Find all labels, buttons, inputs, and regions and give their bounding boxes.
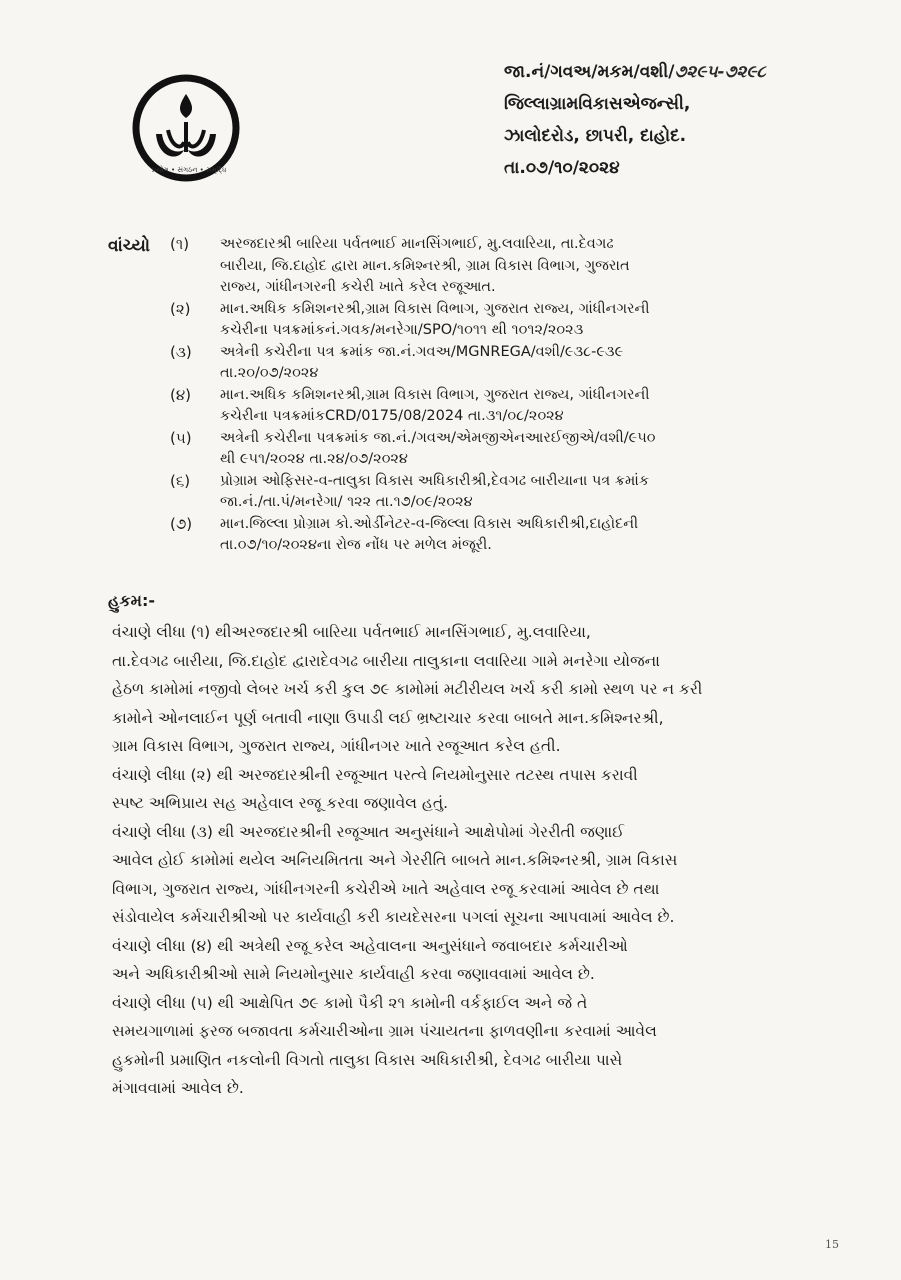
reference-item <box>170 428 840 471</box>
reference-num: (૬) <box>170 471 191 490</box>
references-list <box>170 234 840 557</box>
order-paragraph: વંચાણે લીધા (૧) થીઅરજદારશ્રી બારિયા પર્વતભાઈ માનસિંગભાઈ, મુ.લવારિયા, તા.દેવગઢ બારીયા, જિ.દાહોદ દ્વારાદેવગઢ બારીયા તાલુકાના લવારિયા ગામે મનરેગા યોજના હેઠળ કામોમાં નજીવો લેબર ખર્ચ કરી કુલ ૭૯ કામોમાં મટીરીયલ ખર્ચ કરી કામો સ્થળ પર ન કરી કામોને ઓનલાઈન પૂર્ણ બતાવી નાણા ઉપાડી લઈ ભ્રષ્ટાચાર કરવા બાબતે માન.કમિશ્નરશ્રી, ગ્રામ વિકાસ વિભાગ, ગુજરાત રાજ્ય, ગાંધીનગર ખાતે રજૂઆત કરેલ હતી. <box>112 623 703 755</box>
reference-text: માન.જિલ્લા પ્રોગ્રામ કો.ઓર્ડીનેટર-વ-જિલ્લા વિકાસ અધિકારીશ્રી,દાહોદની તા.૦૭/૧૦/૨૦૨૪ના રોજ નોંધ પર મળેલ મંજૂરી. <box>220 515 639 553</box>
order-paragraph: વંચાણે લીધા (૪) થી અત્રેથી રજૂ કરેલ અહેવાલના અનુસંધાને જવાબદાર કર્મચારીઓ અને અધિકારીશ્રીઓ સામે નિયમોનુસાર કાર્યવાહી કરવા જણાવવામાં આવેલ છે. <box>112 936 628 983</box>
office-address: ઝાલોદરોડ, છાપરી, દાહોદ. <box>504 126 687 146</box>
reference-item <box>170 299 840 342</box>
reference-item <box>170 514 840 557</box>
reference-number <box>504 56 766 88</box>
reference-item <box>170 385 840 428</box>
page-number: 15 <box>825 1238 839 1251</box>
reference-num: (૧) <box>170 235 190 253</box>
order-heading: હુકમ:- <box>108 591 156 610</box>
reference-num: (૨) <box>170 299 191 318</box>
reference-item <box>170 234 840 299</box>
reference-text: પ્રોગ્રામ ઓફિસર-વ-તાલુકા વિકાસ અધિકારીશ્રી,દેવગઢ બારીયાના પત્ર ક્રમાંક જા.નં./તા.પં/મનરેગા/ ૧૨૨ તા.૧૭/૦૯/૨૦૨૪ <box>220 472 650 510</box>
letter-header <box>504 56 766 184</box>
reference-text: અત્રેની કચેરીના પત્ર ક્રમાંક જા.નં.ગવઅ/MGNREGA/વશી/૯૩૮-૯૩૯ તા.૨૦/૦૭/૨૦૨૪ <box>220 343 624 381</box>
order-paragraph: વંચાણે લીધા (૨) થી અરજદારશ્રીની રજૂઆત પરત્વે નિયમોનુસાર તટસ્થ તપાસ કરાવી સ્પષ્ટ અભિપ્રાય સહ અહેવાલ રજૂ કરવા જણાવેલ હતું. <box>112 765 638 812</box>
references-heading: વાંચ્યો <box>108 236 151 256</box>
office-name: જિલ્લાગ્રામવિકાસએજન્સી, <box>504 94 691 114</box>
order-paragraph: વંચાણે લીધા (૫) થી આક્ષેપિત ૭૯ કામો પૈકી ૨૧ કામોની વર્કફાઈલ અને જે તે સમયગાળામાં ફરજ બજાવતા કર્મચારીઓના ગ્રામ પંચાયતના ફાળવણીના કરવામાં આવેલ હુકમોની પ્રમાણિત નકલોની વિગતો તાલુકા વિકાસ અધિકારીશ્રી, દેવગઢ બારીયા પાસે મંગાવવામાં આવેલ છે. <box>112 993 657 1097</box>
order-body <box>112 618 838 1103</box>
letter-date: તા.૦૭/૧૦/૨૦૨૪ <box>504 158 620 178</box>
reference-num: (૭) <box>170 514 193 533</box>
reference-text: માન.અધિક કમિશનરશ્રી,ગ્રામ વિકાસ વિભાગ, ગુજરાત રાજ્ય, ગાંધીનગરની કચેરીના પત્રક્રમાંકCRD/0175/08/2024 તા.૩૧/૦૮/૨૦૨૪ <box>220 386 650 424</box>
reference-text: અત્રેની કચેરીના પત્રક્રમાંક જા.નં./ગવઅ/એમજીએનઆરઈજીએ/વશી/૯૫૦ થી ૯૫૧/૨૦૨૪ તા.૨૪/૦૭/૨૦૨૪ <box>220 429 656 467</box>
reference-num: (૪) <box>170 385 192 404</box>
reference-num: (૫) <box>170 428 192 447</box>
reference-text: અરજદારશ્રી બારિયા પર્વતભાઈ માનસિંગભાઈ, મુ.લવારિયા, તા.દેવગઢ બારીયા, જિ.દાહોદ દ્વારા માન.કમિશ્નરશ્રી, ગ્રામ વિકાસ વિભાગ, ગુજરાત રાજ્ય, ગાંધીનગરની કચેરી ખાતે કરેલ રજૂઆત. <box>220 236 630 295</box>
order-paragraph: વંચાણે લીધા (૩) થી અરજદારશ્રીની રજૂઆત અનુસંધાને આક્ષેપોમાં ગેરરીતી જણાઈ આવેલ હોઈ કામોમાં થયેલ અનિયમિતતા અને ગેરરીતિ બાબતે માન.કમિશ્નરશ્રી, ગ્રામ વિકાસ વિભાગ, ગુજરાત રાજ્ય, ગાંધીનગરની કચેરીએ ખાતે અહેવાલ રજૂ કરવામાં આવેલ છે તથા સંડોવાયેલ કર્મચારીશ્રીઓ પર કાર્યવાહી કરી કાયદેસરના પગલાં સૂચના આપવામાં આવેલ છે. <box>112 822 678 926</box>
reference-prefix: જા.નં/ગવઅ/મકમ/વશી/ <box>504 62 675 82</box>
logo-tagline: પ્રયોગ • સંગઠન • સમૃદ્ધિ <box>151 166 227 174</box>
reference-handwritten: ૭૨૯૫-૭૨૯૮ <box>674 62 766 82</box>
reference-item <box>170 471 840 514</box>
reference-item <box>170 342 840 385</box>
reference-text: માન.અધિક કમિશનરશ્રી,ગ્રામ વિકાસ વિભાગ, ગુજરાત રાજ્ય, ગાંધીનગરની કચેરીના પત્રક્રમાંકનં.ગવક/મનરેગા/SPO/૧૦૧૧ થી ૧૦૧૨/૨૦૨૩ <box>220 300 650 338</box>
reference-num: (૩) <box>170 342 192 361</box>
